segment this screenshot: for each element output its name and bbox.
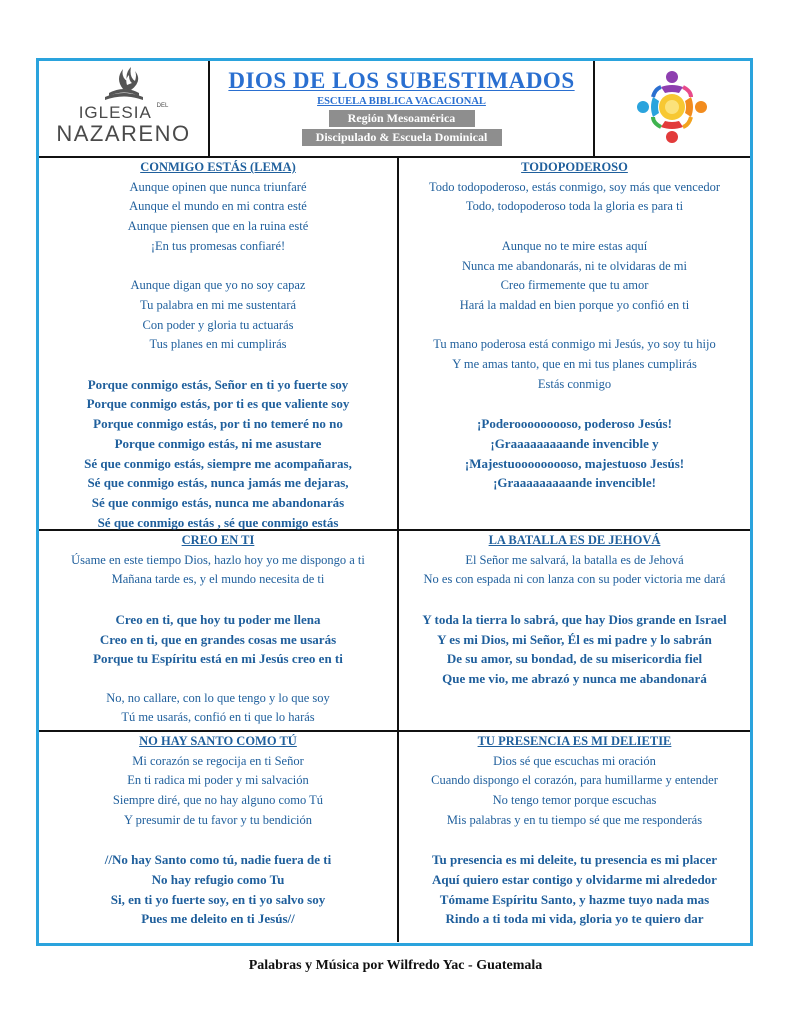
song-title: TODOPODEROSO: [521, 160, 628, 174]
verse-line: Úsame en este tiempo Dios, hazlo hoy yo me dispongo a ti: [71, 552, 365, 567]
verse-line: Tú me usarás, confió en ti que lo harás: [121, 710, 315, 725]
verse-line: Aunque el mundo en mi contra esté: [129, 199, 307, 214]
song-cell: [39, 531, 399, 730]
chorus-line: //No hay Santo como tú, nadie fuera de ti: [104, 852, 332, 868]
verse-line: ¡En tus promesas confiaré!: [150, 238, 286, 253]
chorus-line: Sé que conmigo estás, siempre me acompañaras,: [84, 455, 352, 471]
verse-line: Todo todopoderoso, estás conmigo, soy más que vencedor: [428, 179, 721, 194]
stanza-gap: [399, 590, 750, 610]
chorus-line: Rindo a ti toda mi vida, gloria yo te quiero dar: [445, 911, 704, 927]
document-subtitle: ESCUELA BIBLICA VACACIONAL: [317, 96, 486, 107]
verse-line: Aunque digan que yo no soy capaz: [130, 278, 306, 293]
verse-line: En ti radica mi poder y mi salvación: [127, 773, 309, 788]
verse-line: Todo, todopoderoso toda la gloria es para ti: [465, 199, 684, 214]
verse-line: No, no callare, con lo que tengo y lo que soy: [106, 690, 330, 705]
logo-text-nazareno: NAZARENO: [56, 121, 191, 146]
chorus-line: Y toda la tierra lo sabrá, que hay Dios grande en Israel: [422, 611, 727, 627]
stanza-gap: [39, 831, 397, 851]
credits-footer: Palabras y Música por Wilfredo Yac - Guatemala: [248, 958, 543, 973]
chorus-line: Pues me deleito en ti Jesús//: [141, 911, 295, 927]
song-cell: [399, 732, 750, 942]
verse-line: Mi corazón se regocija en ti Señor: [132, 753, 304, 768]
verse-line: Tu mano poderosa está conmigo mi Jesús, yo soy tu hijo: [433, 337, 716, 352]
verse-line: Y me amas tanto, que en mi tus planes cumplirás: [452, 357, 697, 371]
chorus-line: Porque conmigo estás, por ti no temeré no no: [93, 416, 343, 432]
verse-line: Tu palabra en mi me sustentará: [139, 297, 297, 312]
stanza-gap: [399, 316, 750, 336]
department-label: Discipulado & Escuela Dominical: [302, 129, 502, 146]
verse-line: Hará la maldad en bien porque yo confió en ti: [459, 297, 690, 312]
song-cell: [39, 732, 399, 942]
chorus-line: No hay refugio como Tu: [151, 871, 285, 887]
chorus-line: ¡Poderooooooooso, poderoso Jesús!: [477, 416, 672, 432]
chorus-line: Que me vio, me abrazó y nunca me abandonará: [442, 670, 707, 686]
header-titles: [210, 61, 593, 156]
chorus-line: De su amor, su bondad, de su misericordia fiel: [446, 651, 703, 667]
chorus-line: ¡Graaaaaaaaande invencible y: [490, 435, 659, 451]
chorus-line: ¡Graaaaaaaaande invencible!: [493, 475, 656, 491]
region-label: Región Mesoamérica: [329, 110, 475, 127]
song-title: CONMIGO ESTÁS (LEMA): [140, 160, 296, 174]
chorus-line: Aquí quiero estar contigo y olvidarme mi alrededor: [432, 871, 717, 887]
song-cell: [399, 158, 750, 529]
song-title: LA BATALLA ES DE JEHOVÁ: [488, 533, 661, 547]
stanza-gap: [39, 257, 397, 277]
verse-line: Aunque no te mire estas aquí: [501, 238, 648, 253]
verse-line: Y presumir de tu favor y tu bendición: [123, 812, 313, 827]
chorus-line: Tómame Espíritu Santo, y hazme tuyo nada mas: [439, 891, 710, 907]
verse-line: Mis palabras y en tu tiempo sé que me responderás: [446, 812, 703, 827]
song-title: NO HAY SANTO COMO TÚ: [139, 734, 297, 748]
document-title: DIOS DE LOS SUBESTIMADOS: [228, 68, 575, 93]
colorful-people-circle-icon: [595, 61, 750, 154]
song-cell: [39, 158, 399, 529]
chorus-line: Tu presencia es mi deleite, tu presencia es mi placer: [431, 852, 717, 868]
chorus-line: Creo en ti, que hoy tu poder me llena: [115, 611, 321, 627]
verse-line: Nunca me abandonarás, ni te olvidaras de mi: [462, 258, 687, 273]
songs-grid: [39, 158, 750, 942]
chorus-line: Sé que conmigo estás, nunca jamás me dejaras,: [87, 475, 349, 491]
songs-row-1: [39, 158, 750, 531]
verse-line: Aunque opinen que nunca triunfaré: [129, 179, 307, 194]
stanza-gap: [399, 394, 750, 414]
chorus-line: Sé que conmigo estás, nunca me abandonarás: [91, 494, 345, 510]
verse-line: No es con espada ni con lanza con su poder victoria me dará: [423, 572, 726, 587]
chorus-line: Porque tu Espíritu está en mi Jesús creo en ti: [93, 651, 343, 667]
verse-line: Dios sé que escuchas mi oración: [493, 753, 656, 768]
document-header: [39, 61, 750, 158]
stanza-gap: [39, 669, 397, 689]
songs-row-2: [39, 531, 750, 732]
chorus-line: Porque conmigo estás, Señor en ti yo fuerte soy: [87, 376, 349, 392]
song-title: TU PRESENCIA ES MI DELIETIE: [477, 734, 672, 748]
page-frame: [36, 58, 753, 946]
church-logo: [39, 61, 210, 156]
song-cell: [399, 531, 750, 730]
verse-line: Tus planes en mi cumplirás: [149, 337, 287, 352]
stanza-gap: [39, 590, 397, 610]
verse-line: Aunque piensen que en la ruina esté: [127, 219, 309, 234]
song-title: CREO EN TI: [181, 533, 255, 547]
verse-line: Mañana tarde es, y el mundo necesita de ti: [111, 572, 325, 587]
logo-text-iglesia: IGLESIA $^{DEL}$: [78, 103, 169, 122]
chorus-line: Creo en ti, que en grandes cosas me usarás: [99, 631, 337, 647]
ebv-logo: [593, 61, 750, 156]
chorus-line: ¡Majestuooooooooso, majestuoso Jesús!: [464, 455, 685, 471]
stanza-gap: [399, 831, 750, 851]
verse-line: No tengo temor porque escuchas: [492, 793, 657, 808]
verse-line: Siempre diré, que no hay alguno como Tú: [112, 793, 324, 808]
chorus-line: Porque conmigo estás, ni me asustare: [114, 435, 322, 451]
chorus-line: Sé que conmigo estás , sé que conmigo estás: [97, 514, 339, 530]
verse-line: Cuando dispongo el corazón, para humillarme y entender: [431, 773, 718, 788]
chorus-line: Porque conmigo estás, por ti es que valiente soy: [86, 396, 350, 412]
verse-line: Creo firmemente que tu amor: [500, 278, 649, 293]
logo-text-del: DEL: [156, 103, 169, 109]
stanza-gap: [399, 217, 750, 237]
verse-line: Con poder y gloria tu actuarás: [142, 317, 294, 332]
verse-line: El Señor me salvará, la batalla es de Jehová: [465, 552, 684, 567]
verse-line: Estás conmigo: [537, 376, 612, 391]
chorus-line: Si, en ti yo fuerte soy, en ti yo salvo soy: [110, 891, 326, 907]
flame-book-logo-icon: [39, 63, 210, 108]
stanza-gap: [39, 355, 397, 375]
chorus-line: Y es mi Dios, mi Señor, Él es mi padre y lo sabrán: [437, 631, 712, 647]
songs-row-3: [39, 732, 750, 942]
